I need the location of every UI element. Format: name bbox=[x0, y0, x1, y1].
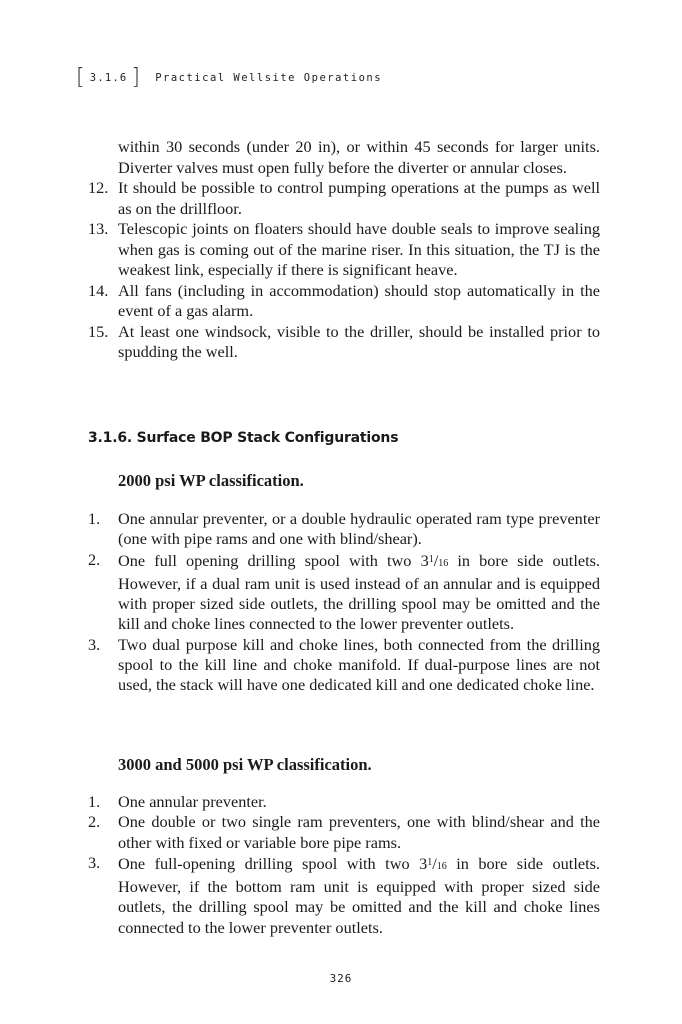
classification-list bbox=[88, 792, 600, 938]
list-number: 15. bbox=[88, 321, 109, 341]
classification-list bbox=[88, 509, 600, 696]
list-item bbox=[88, 281, 600, 322]
classification-title: 3000 and 5000 psi WP classification. bbox=[118, 755, 372, 774]
page-number: 326 bbox=[329, 972, 353, 985]
list-text: Two dual purpose kill and choke lines, both connected from the drilling spool to the kill line and choke manifold. If dual-purpose lines are not used, the stack will have one dedicated kill and one dedicated choke line. bbox=[118, 634, 600, 695]
list-item bbox=[88, 219, 600, 281]
list-text: One full opening drilling spool with two $3^1/16$ in bore side outlets. However, if a dual ram unit is used instead of an annular and is equipped with proper sized side outlets, the drilling spool may be omitted and the kill and choke lines connected to the lower preventer outlets. bbox=[118, 550, 601, 634]
list-number: 12. bbox=[88, 178, 109, 197]
list-number: 1. bbox=[88, 792, 101, 811]
list-number: 3. bbox=[88, 852, 101, 872]
section-heading: 3.1.6. Surface BOP Stack Configurations bbox=[88, 430, 399, 446]
list-item bbox=[88, 792, 600, 812]
list-item bbox=[88, 550, 600, 635]
list-text: All fans (including in accommodation) should stop automatically in the event of a gas alarm. bbox=[118, 280, 600, 320]
list-number: 14. bbox=[88, 280, 109, 300]
list-item bbox=[88, 178, 600, 219]
list-text: One full-opening drilling spool with two $3^1/16$ in bore side outlets. However, if the bottom ram unit is equipped with proper sized side outlets, the drilling spool may be omitted and the kill and choke lines connected to the lower preventer outlets. bbox=[118, 853, 600, 937]
list-number: 1. bbox=[88, 509, 101, 528]
right-bracket: ] bbox=[131, 65, 142, 90]
list-text: It should be possible to control pumping operations at the pumps as well as on the drillfloor. bbox=[118, 178, 600, 218]
left-bracket: [ bbox=[76, 65, 86, 90]
list-text: One annular preventer, or a double hydraulic operated ram type preventer (one with pipe rams and one with blind/shear). bbox=[118, 509, 600, 549]
list-text: Telescopic joints on floaters should have double seals to improve sealing when gas is coming out of the marine riser. In this situation, the TJ is the weakest link, especially if there is significant heave. bbox=[118, 219, 600, 279]
list-item bbox=[88, 812, 600, 853]
list-text: At least one windsock, visible to the driller, should be installed prior to spudding the well. bbox=[118, 321, 600, 361]
list-text: One annular preventer. bbox=[118, 792, 267, 811]
list-number: 13. bbox=[88, 219, 109, 238]
list-item bbox=[88, 853, 600, 938]
list-item bbox=[88, 509, 600, 550]
header-book-title: Practical Wellsite Operations bbox=[155, 72, 383, 84]
list-number: 2. bbox=[88, 549, 101, 569]
top-list bbox=[88, 137, 600, 363]
header-section-number: 3.1.6 bbox=[89, 72, 128, 84]
running-header bbox=[76, 67, 382, 89]
continuation-paragraph: within 30 seconds (under 20 in), or within 45 seconds for larger units. Diverter valves must open fully before the diverter or annular closes. bbox=[118, 137, 600, 177]
list-number: 2. bbox=[88, 812, 101, 832]
list-text: One double or two single ram preventers, one with blind/shear and the other with fixed or variable bore pipe rams. bbox=[118, 812, 600, 852]
classification-title: 2000 psi WP classification. bbox=[118, 471, 304, 490]
list-item bbox=[88, 635, 600, 696]
list-number: 3. bbox=[88, 634, 101, 654]
list-item bbox=[88, 322, 600, 363]
